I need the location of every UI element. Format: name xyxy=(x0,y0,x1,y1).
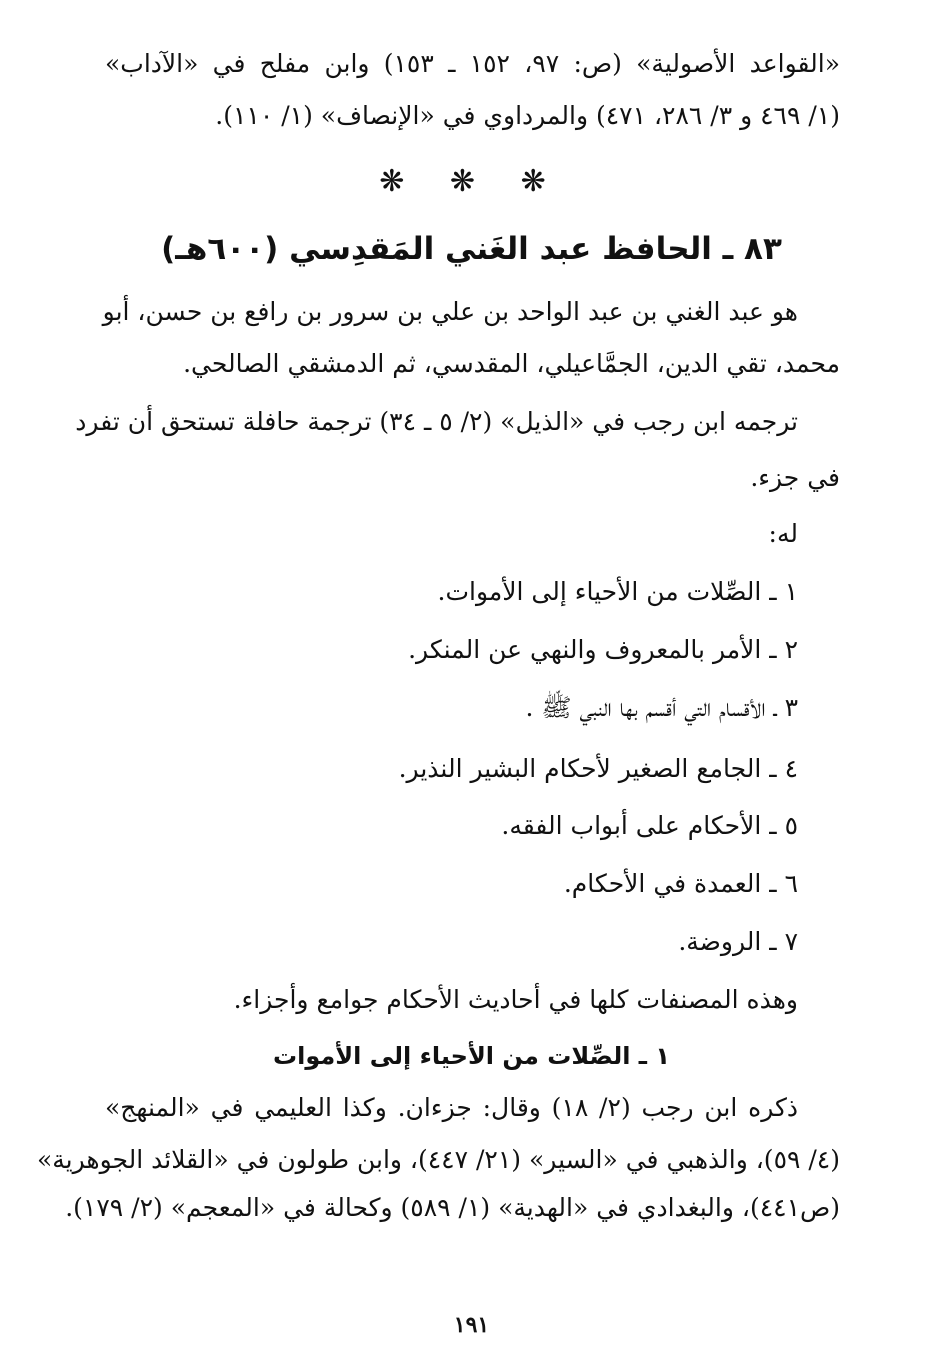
page-number: ١٩١ xyxy=(453,1312,490,1338)
works-note: وهذه المصنفات كلها في أحاديث الأحكام جوامع وأجزاء. xyxy=(233,985,798,1014)
sub-paragraph-line-3: (ص٤٤١)، والبغدادي في «الهدية» (١/ ٥٨٩) وكحالة في «المعجم» (٢/ ١٧٩). xyxy=(65,1193,840,1222)
work-item-1: ١ ـ الصِّلات من الأحياء إلى الأموات. xyxy=(437,577,798,606)
sub-heading: ١ ـ الصِّلات من الأحياء إلى الأموات xyxy=(272,1042,670,1070)
work-item-6: ٦ ـ العمدة في الأحكام. xyxy=(563,869,798,898)
works-label: له: xyxy=(768,519,798,548)
entry-heading: ٨٣ ـ الحافظ عبد الغَني المَقدِسي (٦٠٠هـ) xyxy=(161,231,782,267)
translation-paragraph-line-1: ترجمه ابن رجب في «الذيل» (٢/ ٥ ـ ٣٤) ترجمة حافلة تستحق أن تفرد xyxy=(75,407,798,436)
work-item-3: ٣ ـ الأقسام التي أقسم بها النبي ﷺ . xyxy=(525,693,798,722)
sub-paragraph-line-2: (٤/ ٥٩)، والذهبي في «السير» (٢١/ ٤٤٧)، وابن طولون في «القلائد الجوهرية» xyxy=(36,1145,840,1174)
bio-paragraph-line-1: هو عبد الغني بن عبد الواحد بن علي بن سرور بن رافع بن حسن، أبو xyxy=(102,297,798,326)
work-item-2: ٢ ـ الأمر بالمعروف والنهي عن المنكر. xyxy=(408,635,798,664)
top-paragraph-line-1: «القواعد الأصولية» (ص: ٩٧، ١٥٢ ـ ١٥٣) وابن مفلح في «الآداب» xyxy=(105,49,840,78)
work-item-5: ٥ ـ الأحكام على أبواب الفقه. xyxy=(501,811,798,840)
top-paragraph-line-2: (١/ ٤٦٩ و ٣/ ٢٨٦، ٤٧١) والمرداوي في «الإنصاف» (١/ ١١٠). xyxy=(215,101,840,130)
bio-paragraph-line-2: محمد، تقي الدين، الجمَّاعيلي، المقدسي، ثم الدمشقي الصالحي. xyxy=(183,349,840,378)
translation-paragraph-line-2: في جزء. xyxy=(750,463,840,492)
work-item-7: ٧ ـ الروضة. xyxy=(678,927,798,956)
work-item-4: ٤ ـ الجامع الصغير لأحكام البشير النذير. xyxy=(398,754,798,783)
section-separator: ❋ ❋ ❋ xyxy=(379,164,564,199)
sub-paragraph-line-1: ذكره ابن رجب (٢/ ١٨) وقال: جزءان. وكذا العليمي في «المنهج» xyxy=(105,1093,799,1122)
